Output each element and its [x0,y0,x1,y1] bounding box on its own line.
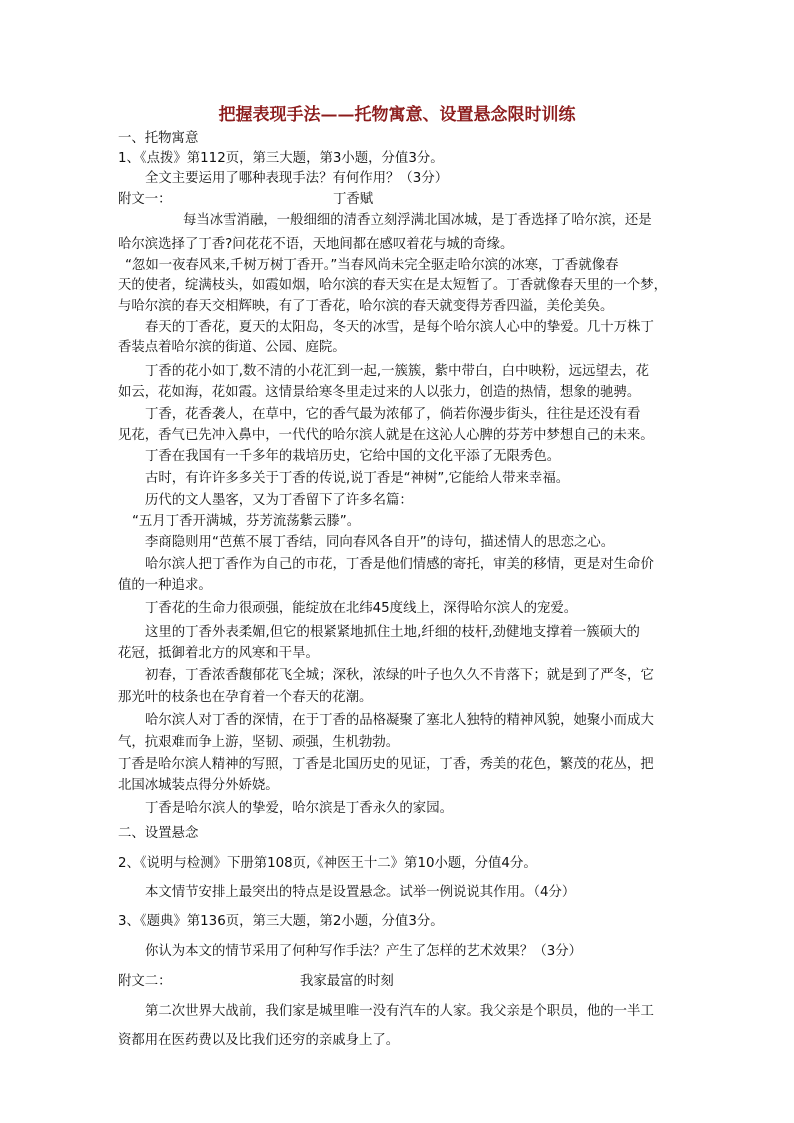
paragraph-line: 天的使者，绽满枝头，如霞如烟，哈尔滨的春天实在是太短暂了。丁香就像春天里的一个梦， [118,278,668,293]
attachment-label: 附文一： [118,192,172,207]
section-heading: 一、托物寓意 [118,131,199,146]
paragraph-line: 古时，有许许多多关于丁香的传说,说丁香是“神树”,它能给人带来幸福。 [145,471,570,486]
paragraph-line: 李商隐则用“芭蕉不展丁香结，同向春风各自开”的诗句，描述情人的思恋之心。 [145,535,615,550]
paragraph-line: 初春，丁香浓香馥郁花飞全城；深秋，浓绿的叶子也久久不肯落下；就是到了严冬，它 [145,668,654,683]
question-1: 1、《点拨》第112页，第三大题，第3小题，分值3分。 [118,151,444,166]
page-title: 把握表现手法——托物寓意、设置悬念限时训练 [218,105,576,125]
paragraph-line: 丁香是哈尔滨人的挚爱，哈尔滨是丁香永久的家园。 [145,801,453,816]
paragraph-line: “五月丁香开满城，芬芳流荡紫云滕”。 [132,514,361,529]
paragraph-line: 第二次世界大战前，我们家是城里唯一没有汽车的人家。我父亲是个职员，他的一半工 [145,1004,654,1019]
paragraph-line: 值的一种追求。 [118,578,212,593]
paragraph-line: 这里的丁香外表柔媚,但它的根紧紧地抓住土地,纤细的枝杆,劲健地支撑着一簇硕大的 [145,625,640,640]
paragraph-line: 丁香花的生命力很顽强，能绽放在北纬45度线上，深得哈尔滨人的宠爱。 [145,601,578,616]
question-2: 2、《说明与检测》下册第108页,《神医王十二》第10小题，分值4分。 [118,856,537,871]
paragraph-line: 见花，香气已先冲入鼻中，一代代的哈尔滨人就是在这沁人心脾的芬芳中梦想自己的未来。 [118,428,654,443]
paragraph-line: 春天的丁香花，夏天的太阳岛，冬天的冰雪，是每个哈尔滨人心中的挚爱。几十万株丁 [145,320,654,335]
paragraph-line: 历代的文人墨客，又为丁香留下了许多名篇： [145,493,413,508]
paragraph-line: 花冠，抵御着北方的风寒和干旱。 [118,646,319,661]
attachment-label: 附文二： [118,974,172,989]
paragraph-line: 每当冰雪消融，一般细细的清香立刻浮满北国冰城，是丁香选择了哈尔滨，还是 [183,213,652,228]
paragraph-line: 哈尔滨选择了丁香?问花花不语，天地间都在感叹着花与城的奇缘。 [118,237,514,252]
question-2-prompt: 本文情节安排上最突出的特点是设置悬念。试举一例说说其作用。（4分） [145,885,576,900]
attachment-title: 丁香赋 [333,192,374,207]
paragraph-line: 与哈尔滨的春天交相辉映，有了丁香花，哈尔滨的春天就变得芳香四溢，美伦美奂。 [118,299,614,314]
paragraph-line: 丁香在我国有一千多年的栽培历史，它给中国的文化平添了无限秀色。 [145,449,561,464]
paragraph-line: 资都用在医药费以及比我们还穷的亲戚身上了。 [118,1033,400,1048]
paragraph-line: 气，抗艰难而争上游，坚韧、顽强，生机勃勃。 [118,735,400,750]
paragraph-line: 丁香，花香袭人，在草中，它的香气最为浓郁了，倘若你漫步街头，往往是还没有看 [145,407,641,422]
question-3-prompt: 你认为本文的情节采用了何种写作手法？产生了怎样的艺术效果？（3分） [145,944,583,959]
paragraph-line: 丁香的花小如丁,数不清的小花汇到一起,一簇簇，紫中带白，白中映粉，远远望去，花 [145,364,649,379]
paragraph-line: 香装点着哈尔滨的街道、公园、庭院。 [118,340,346,355]
paragraph-line: 那光叶的枝条也在孕育着一个春天的花潮。 [118,690,373,705]
paragraph-line: “忽如一夜春风来,千树万树丁香开。”当春风尚未完全驱走哈尔滨的冰寒，丁香就像春 [125,258,619,273]
paragraph-line: 哈尔滨人把丁香作为自己的市花，丁香是他们情感的寄托，审美的移情，更是对生命价 [145,557,654,572]
paragraph-line: 哈尔滨人对丁香的深情，在于丁香的品格凝聚了塞北人独特的精神风貌，她聚小而成大 [145,713,654,728]
attachment-title: 我家最富的时刻 [300,974,394,989]
question-1-prompt: 全文主要运用了哪种表现手法？有何作用？（3分） [145,171,449,186]
paragraph-line: 北国冰城装点得分外娇娆。 [118,778,279,793]
paragraph-line: 丁香是哈尔滨人精神的写照，丁香是北国历史的见证，丁香，秀美的花色，繁茂的花丛，把 [118,757,654,772]
section-heading: 二、设置悬念 [118,826,199,841]
paragraph-line: 如云，花如海，花如霞。这情景给寒冬里走过来的人以张力，创造的热情，想象的驰骋。 [118,385,641,400]
question-3: 3、《题典》第136页，第三大题，第2小题，分值3分。 [118,914,444,929]
